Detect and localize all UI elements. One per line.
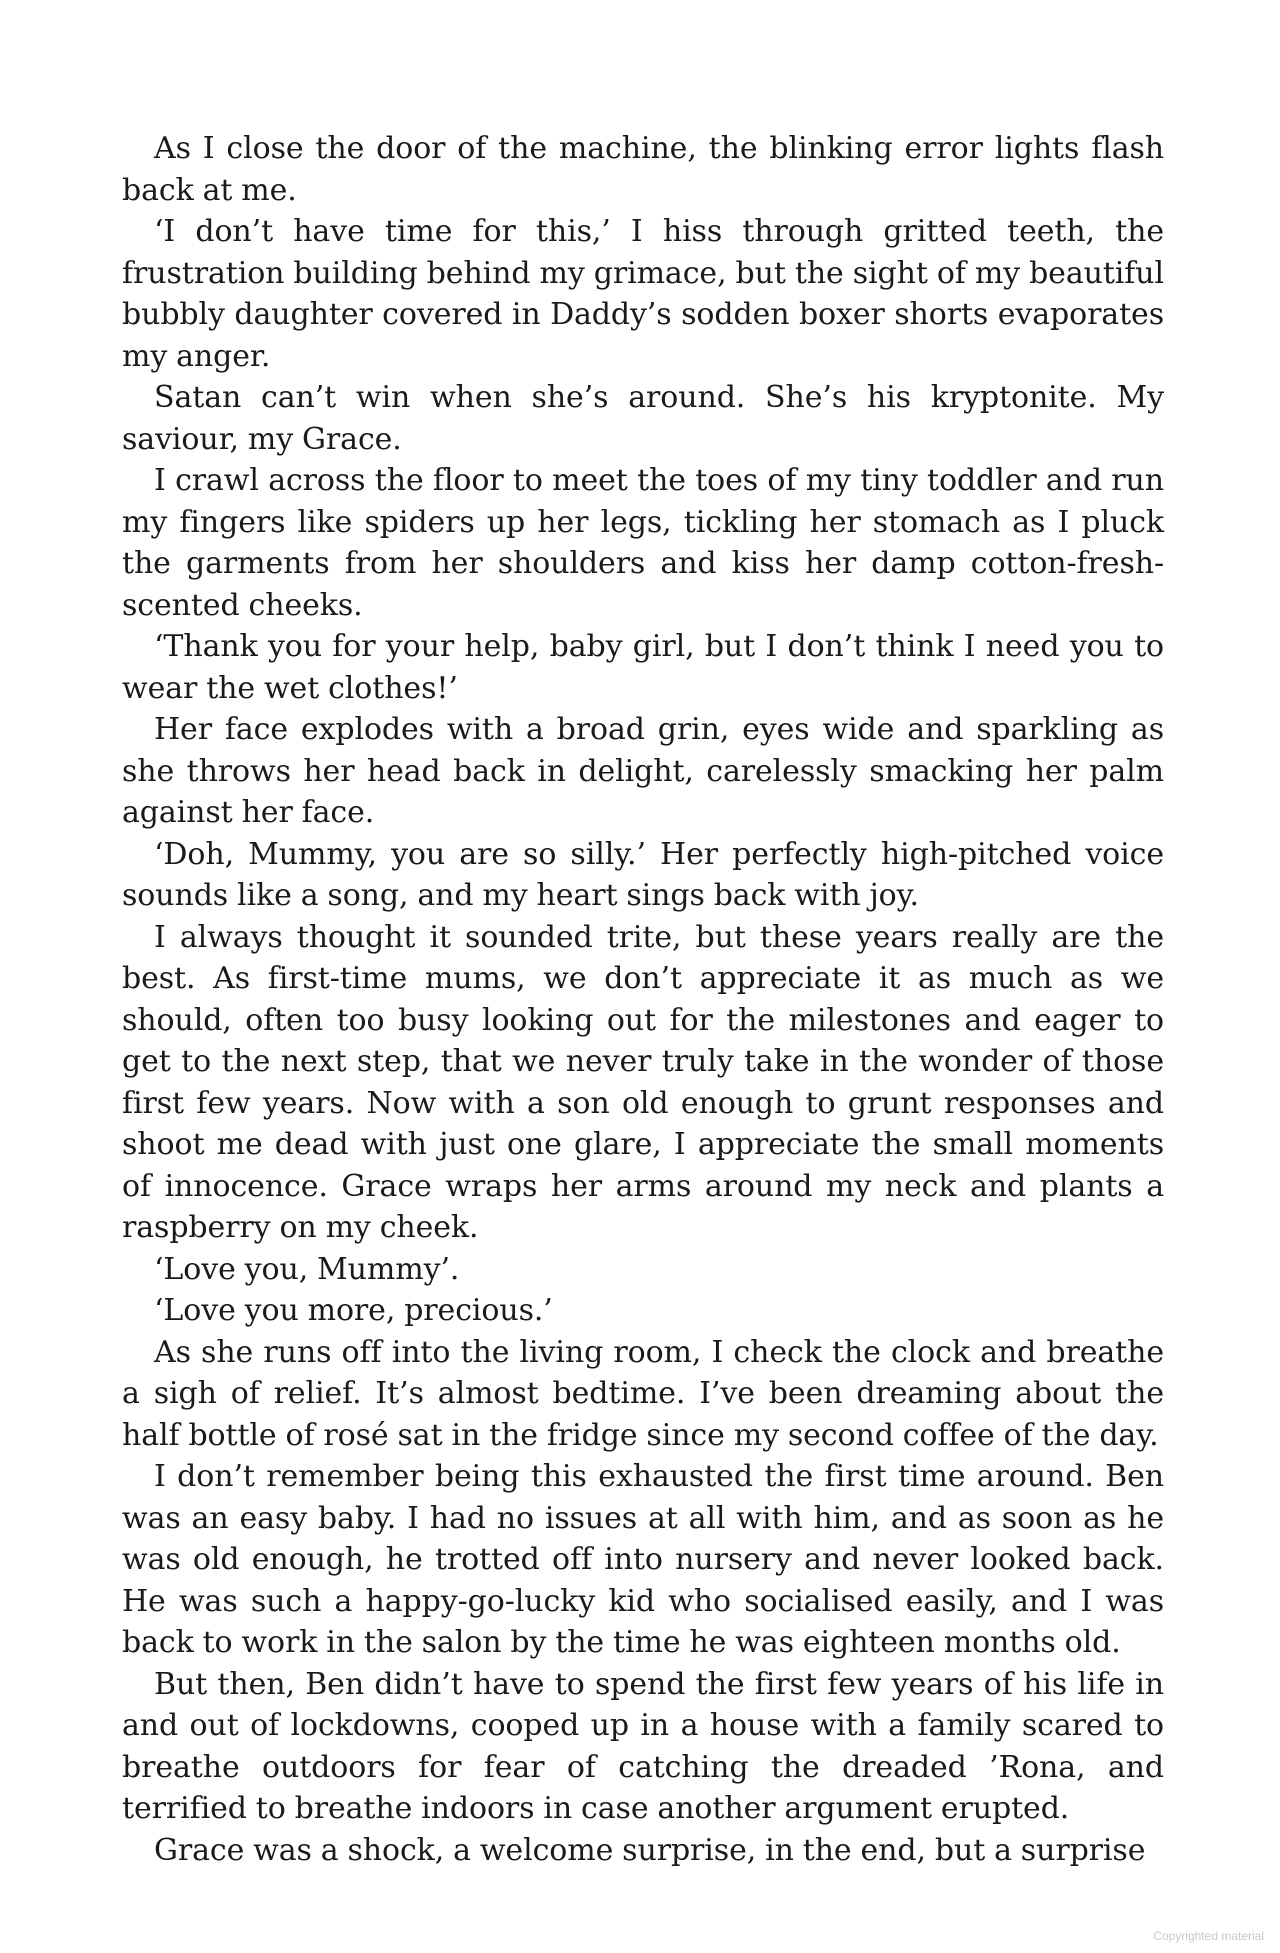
paragraph: ‘Love you more, precious.’ [154, 1293, 553, 1328]
paragraph: Satan can’t win when she’s around. She’s his kryptonite. My saviour, my Grace. [122, 380, 1164, 457]
paragraph: I don’t remember being this exhausted the first time around. Ben was an easy baby. I had no issues at all with him, and as soon as he was old enough, he trotted off into nursery and never looked back. He was such a happy-go-lucky kid who socialised easily, and I was back to work in the salon by the time he was eighteen months old. [122, 1459, 1164, 1660]
paragraph: As I close the door of the machine, the blinking error lights flash back at me. [122, 131, 1164, 208]
paragraph: I always thought it sounded trite, but these years really are the best. As first-time mums, we don’t appreciate it as much as we should, often too busy looking out for the milestones and eager to get to the next step, that we never truly take in the wonder of those first few years. Now with a son old enough to grunt responses and shoot me dead with just one glare, I appreciate the small moments of innocence. Grace wraps her arms around my neck and plants a raspberry on my cheek. [122, 919, 1164, 1245]
paragraph: Her face explodes with a broad grin, eyes wide and sparkling as she throws her head back in delight, carelessly smacking her palm against her face. [122, 712, 1164, 830]
page-body [122, 128, 1164, 1871]
paragraph: ‘I don’t have time for this,’ I hiss through gritted teeth, the frustration building behind my grimace, but the sight of my beautiful bubbly daughter covered in Daddy’s sodden boxer shorts evaporates my anger. [122, 214, 1164, 374]
paragraph: But then, Ben didn’t have to spend the first few years of his life in and out of lockdowns, cooped up in a house with a family scared to breathe outdoors for fear of catching the dreaded ’Rona, and terrified to breathe indoors in case another argument erupted. [122, 1666, 1164, 1826]
paragraph: I crawl across the floor to meet the toes of my tiny toddler and run my fingers like spiders up her legs, tickling her stomach as I pluck the garments from her shoulders and kiss her damp cotton-fresh-scented cheeks. [122, 463, 1164, 623]
paragraph: ‘Thank you for your help, baby girl, but I don’t think I need you to wear the wet clothes!’ [122, 629, 1164, 706]
copyright-notice: Copyrighted material [1153, 1929, 1264, 1943]
paragraph: ‘Love you, Mummy’. [154, 1251, 460, 1287]
paragraph: As she runs off into the living room, I check the clock and breathe a sigh of relief. It’s almost bedtime. I’ve been dreaming about the half bottle of rosé sat in the fridge since my second coffee of the day. [122, 1334, 1164, 1453]
paragraph: Grace was a shock, a welcome surprise, in the end, but a surprise [154, 1832, 1146, 1868]
paragraph: ‘Doh, Mummy, you are so silly.’ Her perfectly high-pitched voice sounds like a song, and my heart sings back with joy. [122, 836, 1164, 913]
